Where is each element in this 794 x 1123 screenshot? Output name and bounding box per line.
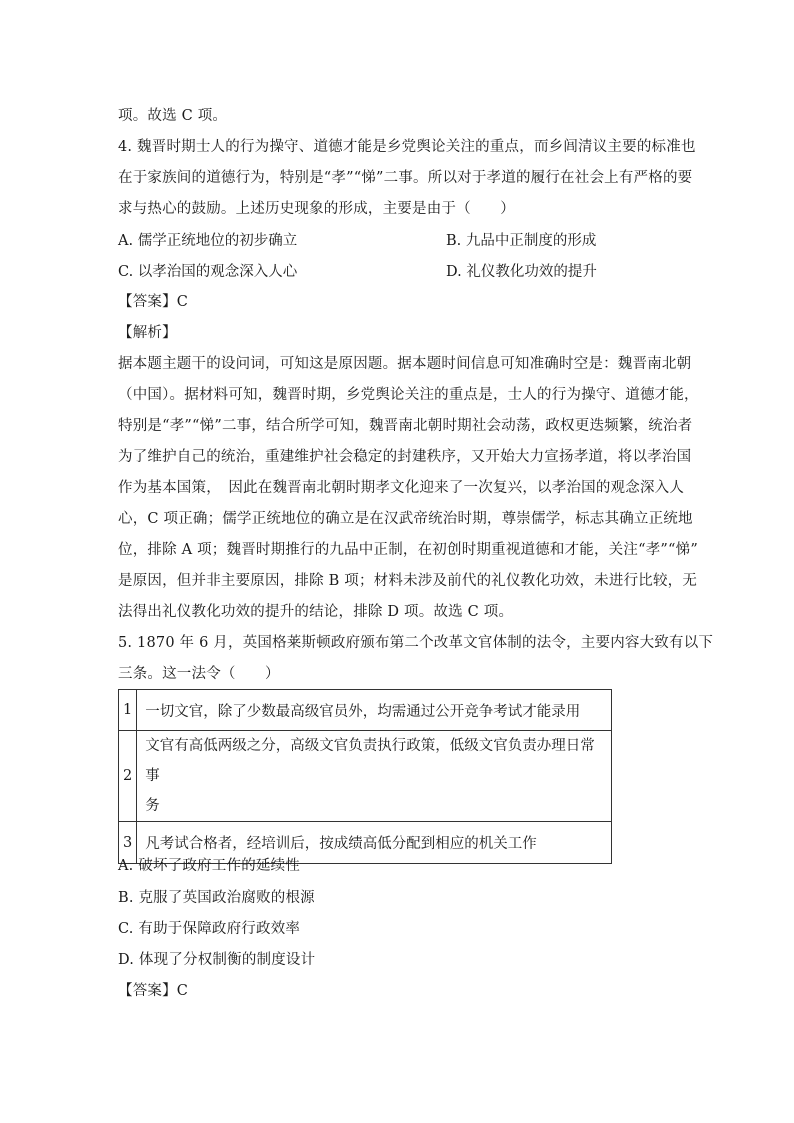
q4-option-c: C. 以孝治国的观念深入人心 xyxy=(118,264,298,280)
q4-analysis-line-2: （中国）。据材料可知，魏晋时期，乡党舆论关注的重点是，士人的行为操守、道德才能， xyxy=(118,387,699,403)
q5-answer: 【答案】C xyxy=(118,983,189,999)
table-row-number: 1 xyxy=(119,690,137,731)
table-row-text-line-2: 务 xyxy=(145,798,160,814)
q4-option-a: A. 儒学正统地位的初步确立 xyxy=(118,233,298,249)
q5-option-a: A. 破坏了政府工作的延续性 xyxy=(118,858,300,874)
q4-analysis-line-8: 是原因，但并非主要原因，排除 B 项；材料未涉及前代的礼仪教化功效，未进行比较，无 xyxy=(118,573,698,589)
table-row xyxy=(119,690,612,731)
previous-question-conclusion: 项。故选 C 项。 xyxy=(118,108,228,124)
q4-analysis-title: 【解析】 xyxy=(118,325,177,341)
table-row-text: 一切文官，除了少数最高级官员外，均需通过公开竞争考试才能录用 xyxy=(137,690,612,731)
q5-option-d: D. 体现了分权制衡的制度设计 xyxy=(118,952,316,968)
q4-stem-line-2: 在于家族间的道德行为，特别是“孝”“悌”二事。所以对于孝道的履行在社会上有严格的要 xyxy=(118,170,693,186)
q5-stem-line-2: 三条。这一法令（ ） xyxy=(118,666,280,682)
q5-decree-table xyxy=(118,689,612,864)
q4-option-d: D. 礼仪教化功效的提升 xyxy=(446,264,597,280)
q4-stem-line-3: 求与热心的鼓励。上述历史现象的形成，主要是由于（ ） xyxy=(118,201,515,217)
q4-option-b: B. 九品中正制度的形成 xyxy=(446,233,597,249)
table-row-text: 凡考试合格者，经培训后，按成绩高低分配到相应的机关工作 xyxy=(137,822,612,864)
q4-analysis-line-7: 位，排除 A 项；魏晋时期推行的九品中正制，在初创时期重视道德和才能，关注“孝”“悌” xyxy=(118,542,698,558)
q4-analysis-line-1: 据本题主题干的设问词，可知这是原因题。据本题时间信息可知准确时空是：魏晋南北朝 xyxy=(118,356,692,372)
table-row-text xyxy=(137,731,612,822)
q4-analysis-line-5: 作为基本国策， 因此在魏晋南北朝时期孝文化迎来了一次复兴，以孝治国的观念深入人 xyxy=(118,480,685,496)
q5-stem-line-1: 5. 1870 年 6 月，英国格莱斯顿政府颁布第二个改革文官体制的法令，主要内容大致有以下 xyxy=(118,635,714,651)
q4-analysis-line-9: 法得出礼仪教化功效的提升的结论，排除 D 项。故选 C 项。 xyxy=(118,604,514,620)
table-row xyxy=(119,731,612,822)
table-row-number: 2 xyxy=(119,731,137,822)
q5-option-b: B. 克服了英国政治腐败的根源 xyxy=(118,890,315,906)
q4-answer: 【答案】C xyxy=(118,294,189,310)
q4-analysis-line-3: 特别是“孝”“悌”二事，结合所学可知，魏晋南北朝时期社会动荡，政权更迭频繁，统治者 xyxy=(118,418,693,434)
table-row-text-line-1: 文官有高低两级之分，高级文官负责执行政策，低级文官负责办理日常事 xyxy=(145,738,595,784)
q4-analysis-line-6: 心，C 项正确；儒学正统地位的确立是在汉武帝统治时期，尊崇儒学，标志其确立正统地 xyxy=(118,511,693,527)
q4-analysis-line-4: 为了维护自己的统治，重建维护社会稳定的封建秩序，又开始大力宣扬孝道，将以孝治国 xyxy=(118,449,692,465)
table-row-number: 3 xyxy=(119,822,137,864)
q4-stem-line-1: 4. 魏晋时期士人的行为操守、道德才能是乡党舆论关注的重点，而乡闾清议主要的标准也 xyxy=(118,139,696,155)
q5-option-c: C. 有助于保障政府行政效率 xyxy=(118,921,301,937)
